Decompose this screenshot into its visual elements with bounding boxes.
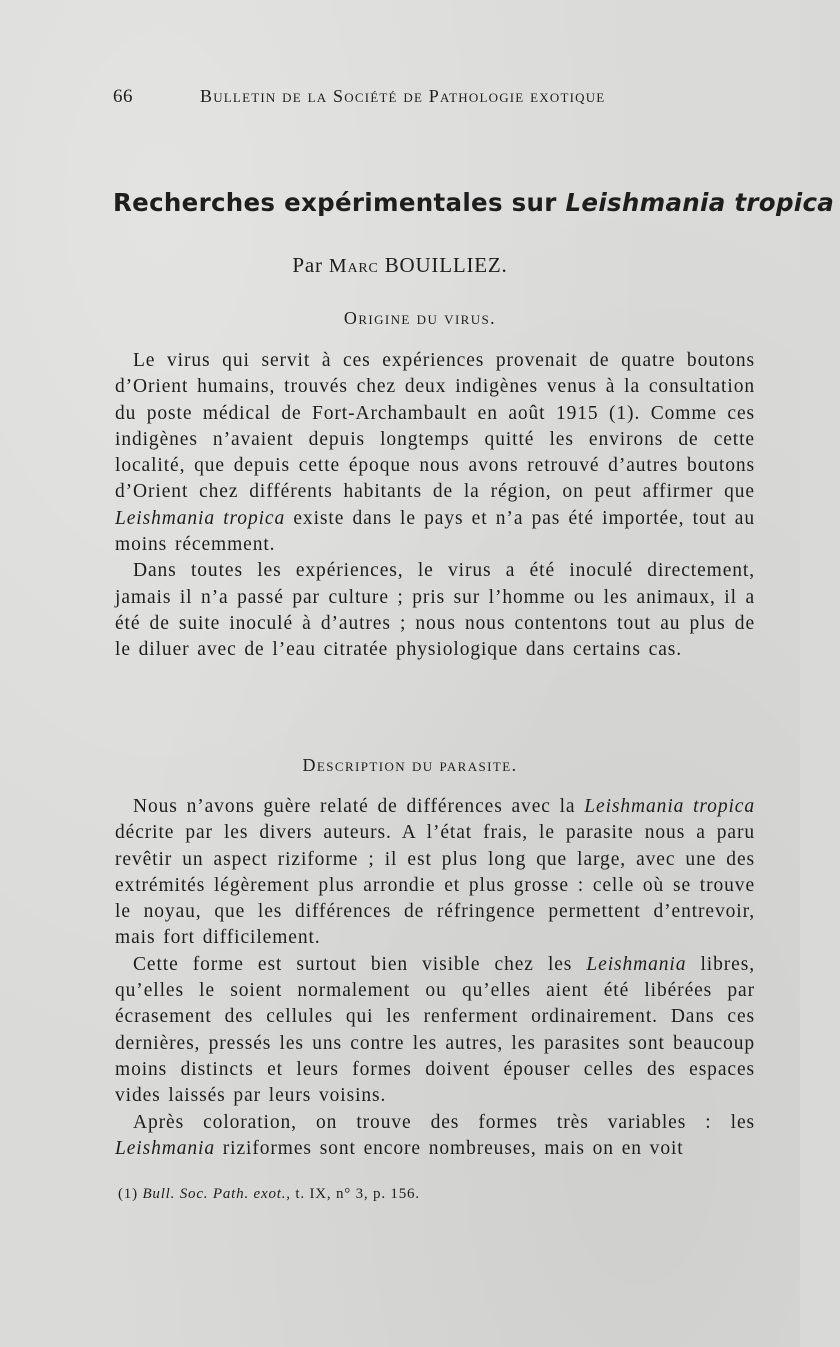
paragraph [115, 794, 755, 952]
page-number: 66 [113, 86, 133, 107]
paragraph-text: libres, qu’elles le soient normalement ou qu’elles aient été libérées par écrasement des cellules qui les renferment ordinairement. Dans ces dernières, pressés les uns contre les autres, les parasites sont beaucoup moins distincts et leurs formes doivent épouser celles des espaces vides laissés par leurs voisins. [115, 953, 755, 1107]
paragraph [115, 348, 755, 558]
section-body-origine [115, 348, 755, 664]
article-title-species: Leishmania tropica [565, 188, 835, 217]
paragraph-text: Cette forme est surtout bien visible chez les [133, 953, 587, 975]
footnote-journal: Bull. Soc. Path. exot. [142, 1186, 287, 1202]
species-name: Leishmania [115, 1137, 216, 1159]
author-line [0, 253, 800, 278]
paragraph-text: décrite par les divers auteurs. A l’état frais, le parasite nous a paru revêtir un aspect riziforme ; il est plus long que large, avec une des extrémités légèrement plus arrondie et plus grosse : celle où se trouve le noyau, que les différences de réfringence permettent d’entrevoir, mais fort difficilement. [115, 822, 755, 949]
species-name: Leishmania tropica [115, 507, 286, 529]
footnote-marker: (1) [118, 1186, 143, 1202]
paragraph [115, 558, 755, 663]
journal-title: Bulletin de la Société de Pathologie exotique [200, 86, 606, 106]
section-heading-main: Origine [343, 308, 411, 328]
paragraph-text: existe dans le pays et n’a pas été importée, tout au moins récemment. [115, 507, 756, 556]
running-head [113, 86, 673, 114]
footnote [118, 1186, 420, 1203]
paragraph-text: Après coloration, on trouve des formes très variables : les [133, 1111, 755, 1133]
species-name: Leishmania [586, 953, 687, 975]
paragraph [115, 1110, 755, 1163]
author-last-name: BOUILLIEZ. [378, 253, 508, 277]
paragraph-text: Le virus qui servit à ces expériences provenait de quatre boutons d’Orient humains, trouvés chez deux indigènes venus à la consultation du poste médical de Fort-Archambault en août 1915 (1). Comme ces indigènes n’avaient depuis longtemps quitté les environs de cette localité, que depuis cette époque nous avons retrouvé d’autres boutons d’Orient chez différents habitants de la région, on peut affirmer que [115, 350, 755, 503]
author-prefix: Par [292, 253, 329, 277]
author-first-name: Marc [328, 255, 379, 277]
section-heading-main: Description [302, 755, 407, 775]
species-name: Leishmania tropica [584, 796, 755, 817]
article-title-text: Recherches expérimentales sur [113, 188, 566, 217]
section-heading-rest: du virus. [410, 308, 497, 328]
section-body-description [115, 794, 755, 1162]
paragraph-text: Nous n’avons guère relaté de différences avec la [133, 796, 585, 817]
section-heading-description [0, 755, 830, 776]
section-heading-origine [0, 308, 840, 329]
paragraph-text: riziformes sont encore nombreuses, mais on en voit [215, 1137, 684, 1159]
section-heading-rest: du parasite. [406, 755, 518, 775]
paragraph [115, 952, 755, 1110]
article-title [113, 188, 835, 217]
footnote-reference: , t. IX, n° 3, p. 156. [286, 1186, 420, 1202]
paragraph-text: Dans toutes les expériences, le virus a été inoculé directement, jamais il n’a passé par culture ; pris sur l’homme ou les animaux, il a été de suite inoculé à d’autres ; nous nous contentons tout au plus de le diluer avec de l’eau citratée physiologique dans certains cas. [115, 560, 755, 661]
